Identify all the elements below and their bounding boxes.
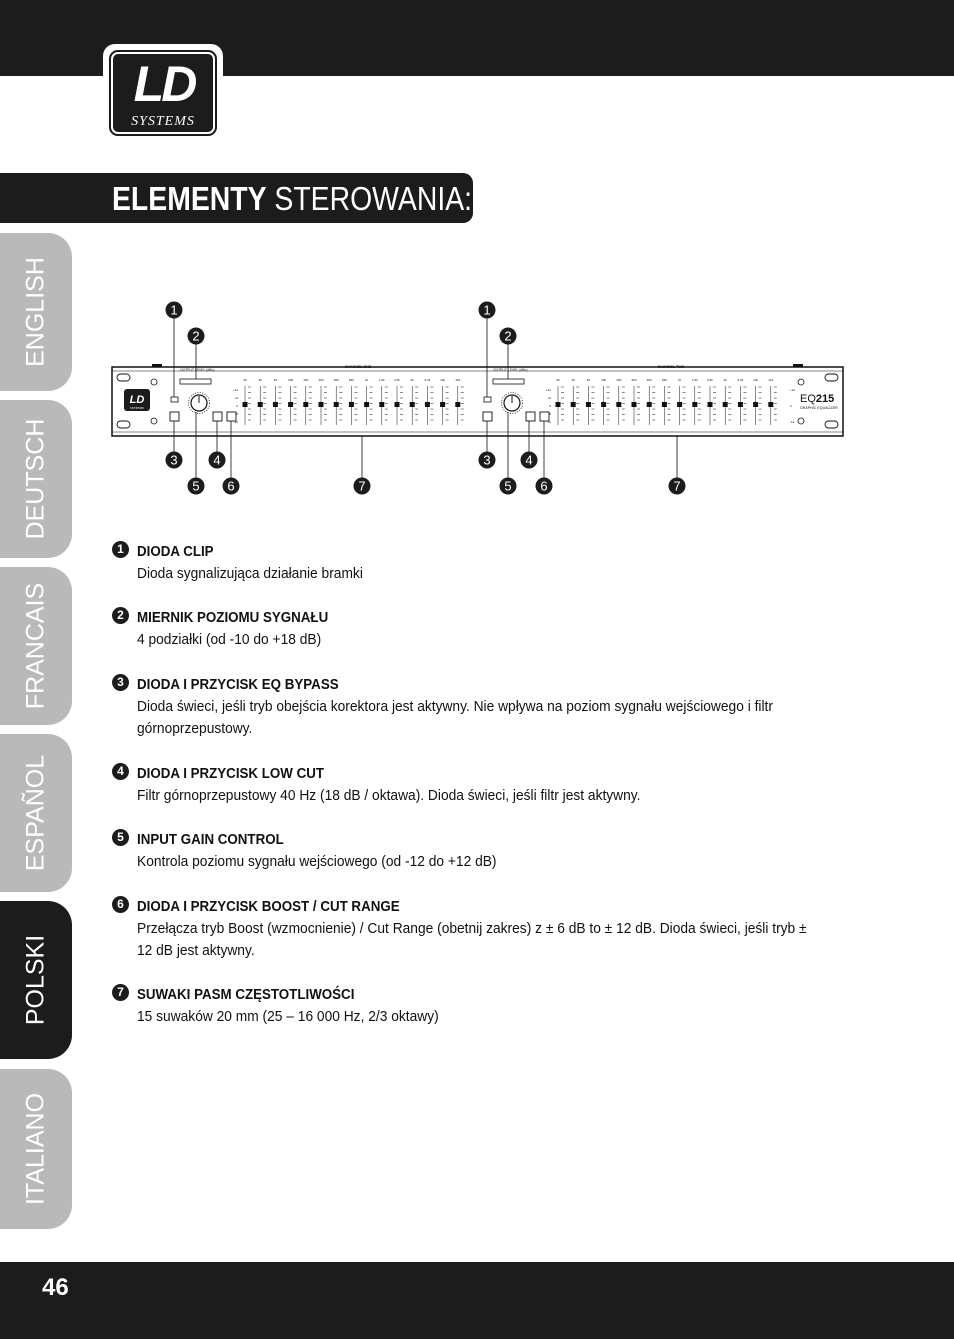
slider-knob bbox=[616, 402, 621, 407]
callout-number: 6 bbox=[227, 478, 235, 494]
lang-tab-label: FRANCAIS bbox=[21, 582, 50, 710]
frequency-label: 25 bbox=[556, 378, 560, 382]
frequency-label: 1.6k bbox=[378, 378, 385, 382]
scale-tick-label: -12 bbox=[233, 420, 238, 424]
slider-knob bbox=[571, 402, 576, 407]
item-description: Dioda sygnalizująca działanie bramki bbox=[137, 566, 363, 582]
eq-bypass-button bbox=[170, 412, 179, 421]
slider-knob bbox=[379, 402, 384, 407]
scale-tick-label: +12 bbox=[232, 388, 238, 392]
frequency-label: 40 bbox=[258, 378, 262, 382]
frequency-label: 6.3k bbox=[737, 378, 744, 382]
model-subtitle: GRAPHIC EQUALIZER bbox=[800, 406, 838, 410]
slider-knob bbox=[632, 402, 637, 407]
slider-knob bbox=[768, 402, 773, 407]
frequency-label: 16k bbox=[455, 378, 461, 382]
item-description: 4 podziałki (od -10 do +18 dB) bbox=[137, 632, 322, 648]
callout-number: 2 bbox=[192, 328, 200, 344]
slider-knob bbox=[334, 402, 339, 407]
lang-tab-italiano[interactable] bbox=[0, 1069, 72, 1229]
item-heading: DIODA I PRZYCISK EQ BYPASS bbox=[137, 677, 339, 693]
lang-tab-label: ESPAÑOL bbox=[21, 754, 50, 872]
title-bold: ELEMENTY bbox=[112, 180, 267, 217]
item-heading: MIERNIK POZIOMU SYGNAŁU bbox=[137, 610, 329, 626]
slider-knob bbox=[395, 402, 400, 407]
frequency-label: 16k bbox=[768, 378, 774, 382]
logo-subbrand: SYSTEMS bbox=[131, 114, 195, 129]
range-scale-label: +12 bbox=[790, 388, 796, 392]
slider-knob bbox=[410, 402, 415, 407]
item-number-badge: 3 bbox=[112, 674, 129, 691]
item-number-badge: 4 bbox=[112, 763, 129, 780]
logo-brand: LD bbox=[133, 56, 195, 112]
slider-knob bbox=[677, 402, 682, 407]
range-scale-label: 0 bbox=[790, 404, 792, 408]
frequency-label: 400 bbox=[646, 378, 652, 382]
item-heading: SUWAKI PASM CZĘSTOTLIWOŚCI bbox=[137, 987, 355, 1003]
frequency-label: 630 bbox=[661, 378, 667, 382]
level-meter bbox=[493, 379, 524, 384]
item-description: Dioda świeci, jeśli tryb obejścia korektora jest aktywny. Nie wpływa na poziom sygnału wejściowego i filtr górnoprzepustowy. bbox=[137, 699, 773, 737]
frequency-label: 6.3k bbox=[424, 378, 431, 382]
item-heading: INPUT GAIN CONTROL bbox=[137, 832, 284, 848]
frequency-label: 25 bbox=[243, 378, 247, 382]
item-description: Przełącza tryb Boost (wzmocnienie) / Cut Range (obetnij zakres) z ± 6 dB to ± 12 dB. Dioda świeci, jeśli tryb ± 12 dB jest aktywny. bbox=[137, 921, 807, 959]
model-number: 215 bbox=[815, 393, 835, 405]
slider-knob bbox=[288, 402, 293, 407]
meter-label: OUTPUT LEVEL (dBu) bbox=[180, 368, 215, 372]
slider-knob bbox=[662, 402, 667, 407]
item-description: Kontrola poziomu sygnału wejściowego (od -12 do +12 dB) bbox=[137, 854, 497, 870]
callout-number: 3 bbox=[483, 452, 491, 468]
frequency-label: 160 bbox=[303, 378, 309, 382]
slider-knob bbox=[753, 402, 758, 407]
item-heading: DIODA I PRZYCISK LOW CUT bbox=[137, 766, 325, 782]
item-number-badge: 1 bbox=[112, 541, 129, 558]
item-number-badge: 7 bbox=[112, 984, 129, 1001]
level-meter bbox=[180, 379, 211, 384]
slider-knob bbox=[364, 402, 369, 407]
scale-tick-label: -6 bbox=[235, 412, 238, 416]
panel-logo-brand: LD bbox=[129, 394, 145, 406]
frequency-label: 10k bbox=[440, 378, 446, 382]
item-heading: DIODA CLIP bbox=[137, 544, 214, 560]
slider-knob bbox=[708, 402, 713, 407]
item-number-badge: 2 bbox=[112, 607, 129, 624]
meter-label: OUTPUT LEVEL (dBu) bbox=[493, 368, 528, 372]
frequency-label: 63 bbox=[586, 378, 591, 382]
slider-knob bbox=[440, 402, 445, 407]
frequency-label: 250 bbox=[318, 378, 324, 382]
callout-number: 7 bbox=[358, 478, 366, 494]
callout-number: 1 bbox=[483, 302, 491, 318]
callout-number: 2 bbox=[504, 328, 512, 344]
callout-number: 4 bbox=[213, 452, 221, 468]
slider-knob bbox=[723, 402, 728, 407]
scale-tick-label: 0 bbox=[549, 404, 551, 408]
callout-number: 4 bbox=[525, 452, 533, 468]
frequency-label: 63 bbox=[273, 378, 278, 382]
panel-logo-subbrand: SYSTEMS bbox=[129, 406, 145, 410]
scale-tick-label: -12 bbox=[546, 420, 551, 424]
slider-knob bbox=[303, 402, 308, 407]
item-description: Filtr górnoprzepustowy 40 Hz (18 dB / oktawa). Dioda świeci, jeśli filtr jest aktywny. bbox=[137, 788, 641, 804]
lang-tab-francais[interactable] bbox=[0, 567, 72, 725]
clip-led bbox=[484, 397, 491, 402]
slider-knob bbox=[319, 402, 324, 407]
scale-tick-label: +6 bbox=[547, 396, 551, 400]
scale-tick-label: +6 bbox=[234, 396, 238, 400]
slider-knob bbox=[425, 402, 430, 407]
lang-tab-label: ITALIANO bbox=[21, 1092, 50, 1206]
frequency-label: 400 bbox=[333, 378, 339, 382]
lang-tab-espanol[interactable] bbox=[0, 734, 72, 892]
low-cut-button bbox=[526, 412, 535, 421]
scale-tick-label: +12 bbox=[545, 388, 551, 392]
slider-knob bbox=[692, 402, 697, 407]
model-prefix: EQ bbox=[800, 393, 816, 405]
frequency-label: 250 bbox=[631, 378, 637, 382]
slider-knob bbox=[738, 402, 743, 407]
callout-number: 1 bbox=[170, 302, 178, 318]
slider-knob bbox=[455, 402, 460, 407]
frequency-label: 2.5k bbox=[394, 378, 400, 382]
slider-knob bbox=[647, 402, 652, 407]
scale-tick-label: 0 bbox=[236, 404, 238, 408]
frequency-label: 100 bbox=[288, 378, 294, 382]
frequency-label: 630 bbox=[348, 378, 354, 382]
model-name bbox=[800, 393, 834, 405]
lang-tab-polski[interactable] bbox=[0, 901, 72, 1059]
callout-number: 3 bbox=[170, 452, 178, 468]
callout-number: 5 bbox=[192, 478, 200, 494]
frequency-label: 160 bbox=[616, 378, 622, 382]
slider-knob bbox=[349, 402, 354, 407]
frequency-label: 1k bbox=[365, 378, 369, 382]
callout-number: 6 bbox=[540, 478, 548, 494]
lang-tab-label: ENGLISH bbox=[21, 257, 50, 367]
frequency-label: 4k bbox=[723, 378, 727, 382]
frequency-label: 100 bbox=[601, 378, 607, 382]
title-light: STEROWANIA: bbox=[274, 180, 473, 217]
equalizer-front-panel-diagram bbox=[0, 0, 954, 520]
range-scale-label: -12 bbox=[790, 420, 795, 424]
callout-number: 5 bbox=[504, 478, 512, 494]
scale-tick-label: -6 bbox=[548, 412, 551, 416]
item-description: 15 suwaków 20 mm (25 – 16 000 Hz, 2/3 oktawy) bbox=[137, 1009, 439, 1025]
frequency-label: 10k bbox=[753, 378, 759, 382]
slider-knob bbox=[243, 402, 248, 407]
slider-knob bbox=[601, 402, 606, 407]
lang-tab-label: POLSKI bbox=[21, 934, 50, 1026]
slider-knob bbox=[273, 402, 278, 407]
frequency-label: 4k bbox=[410, 378, 414, 382]
rack-chassis bbox=[112, 367, 843, 436]
slider-knob bbox=[586, 402, 591, 407]
frequency-label: 2.5k bbox=[707, 378, 713, 382]
channel-label: CHANNEL TWO bbox=[657, 365, 685, 369]
lang-tab-label: DEUTSCH bbox=[21, 418, 50, 540]
slider-knob bbox=[556, 402, 561, 407]
item-heading: DIODA I PRZYCISK BOOST / CUT RANGE bbox=[137, 899, 400, 915]
item-number-badge: 6 bbox=[112, 896, 129, 913]
bottom-bar bbox=[0, 1262, 954, 1339]
slider-knob bbox=[258, 402, 263, 407]
clip-led bbox=[171, 397, 178, 402]
eq-bypass-button bbox=[483, 412, 492, 421]
callout-number: 7 bbox=[673, 478, 681, 494]
frequency-label: 40 bbox=[571, 378, 575, 382]
item-number-badge: 5 bbox=[112, 829, 129, 846]
page-number: 46 bbox=[42, 1274, 69, 1301]
low-cut-button bbox=[213, 412, 222, 421]
channel-label: CHANNEL ONE bbox=[344, 365, 372, 369]
frequency-label: 1.6k bbox=[691, 378, 698, 382]
frequency-label: 1k bbox=[678, 378, 682, 382]
